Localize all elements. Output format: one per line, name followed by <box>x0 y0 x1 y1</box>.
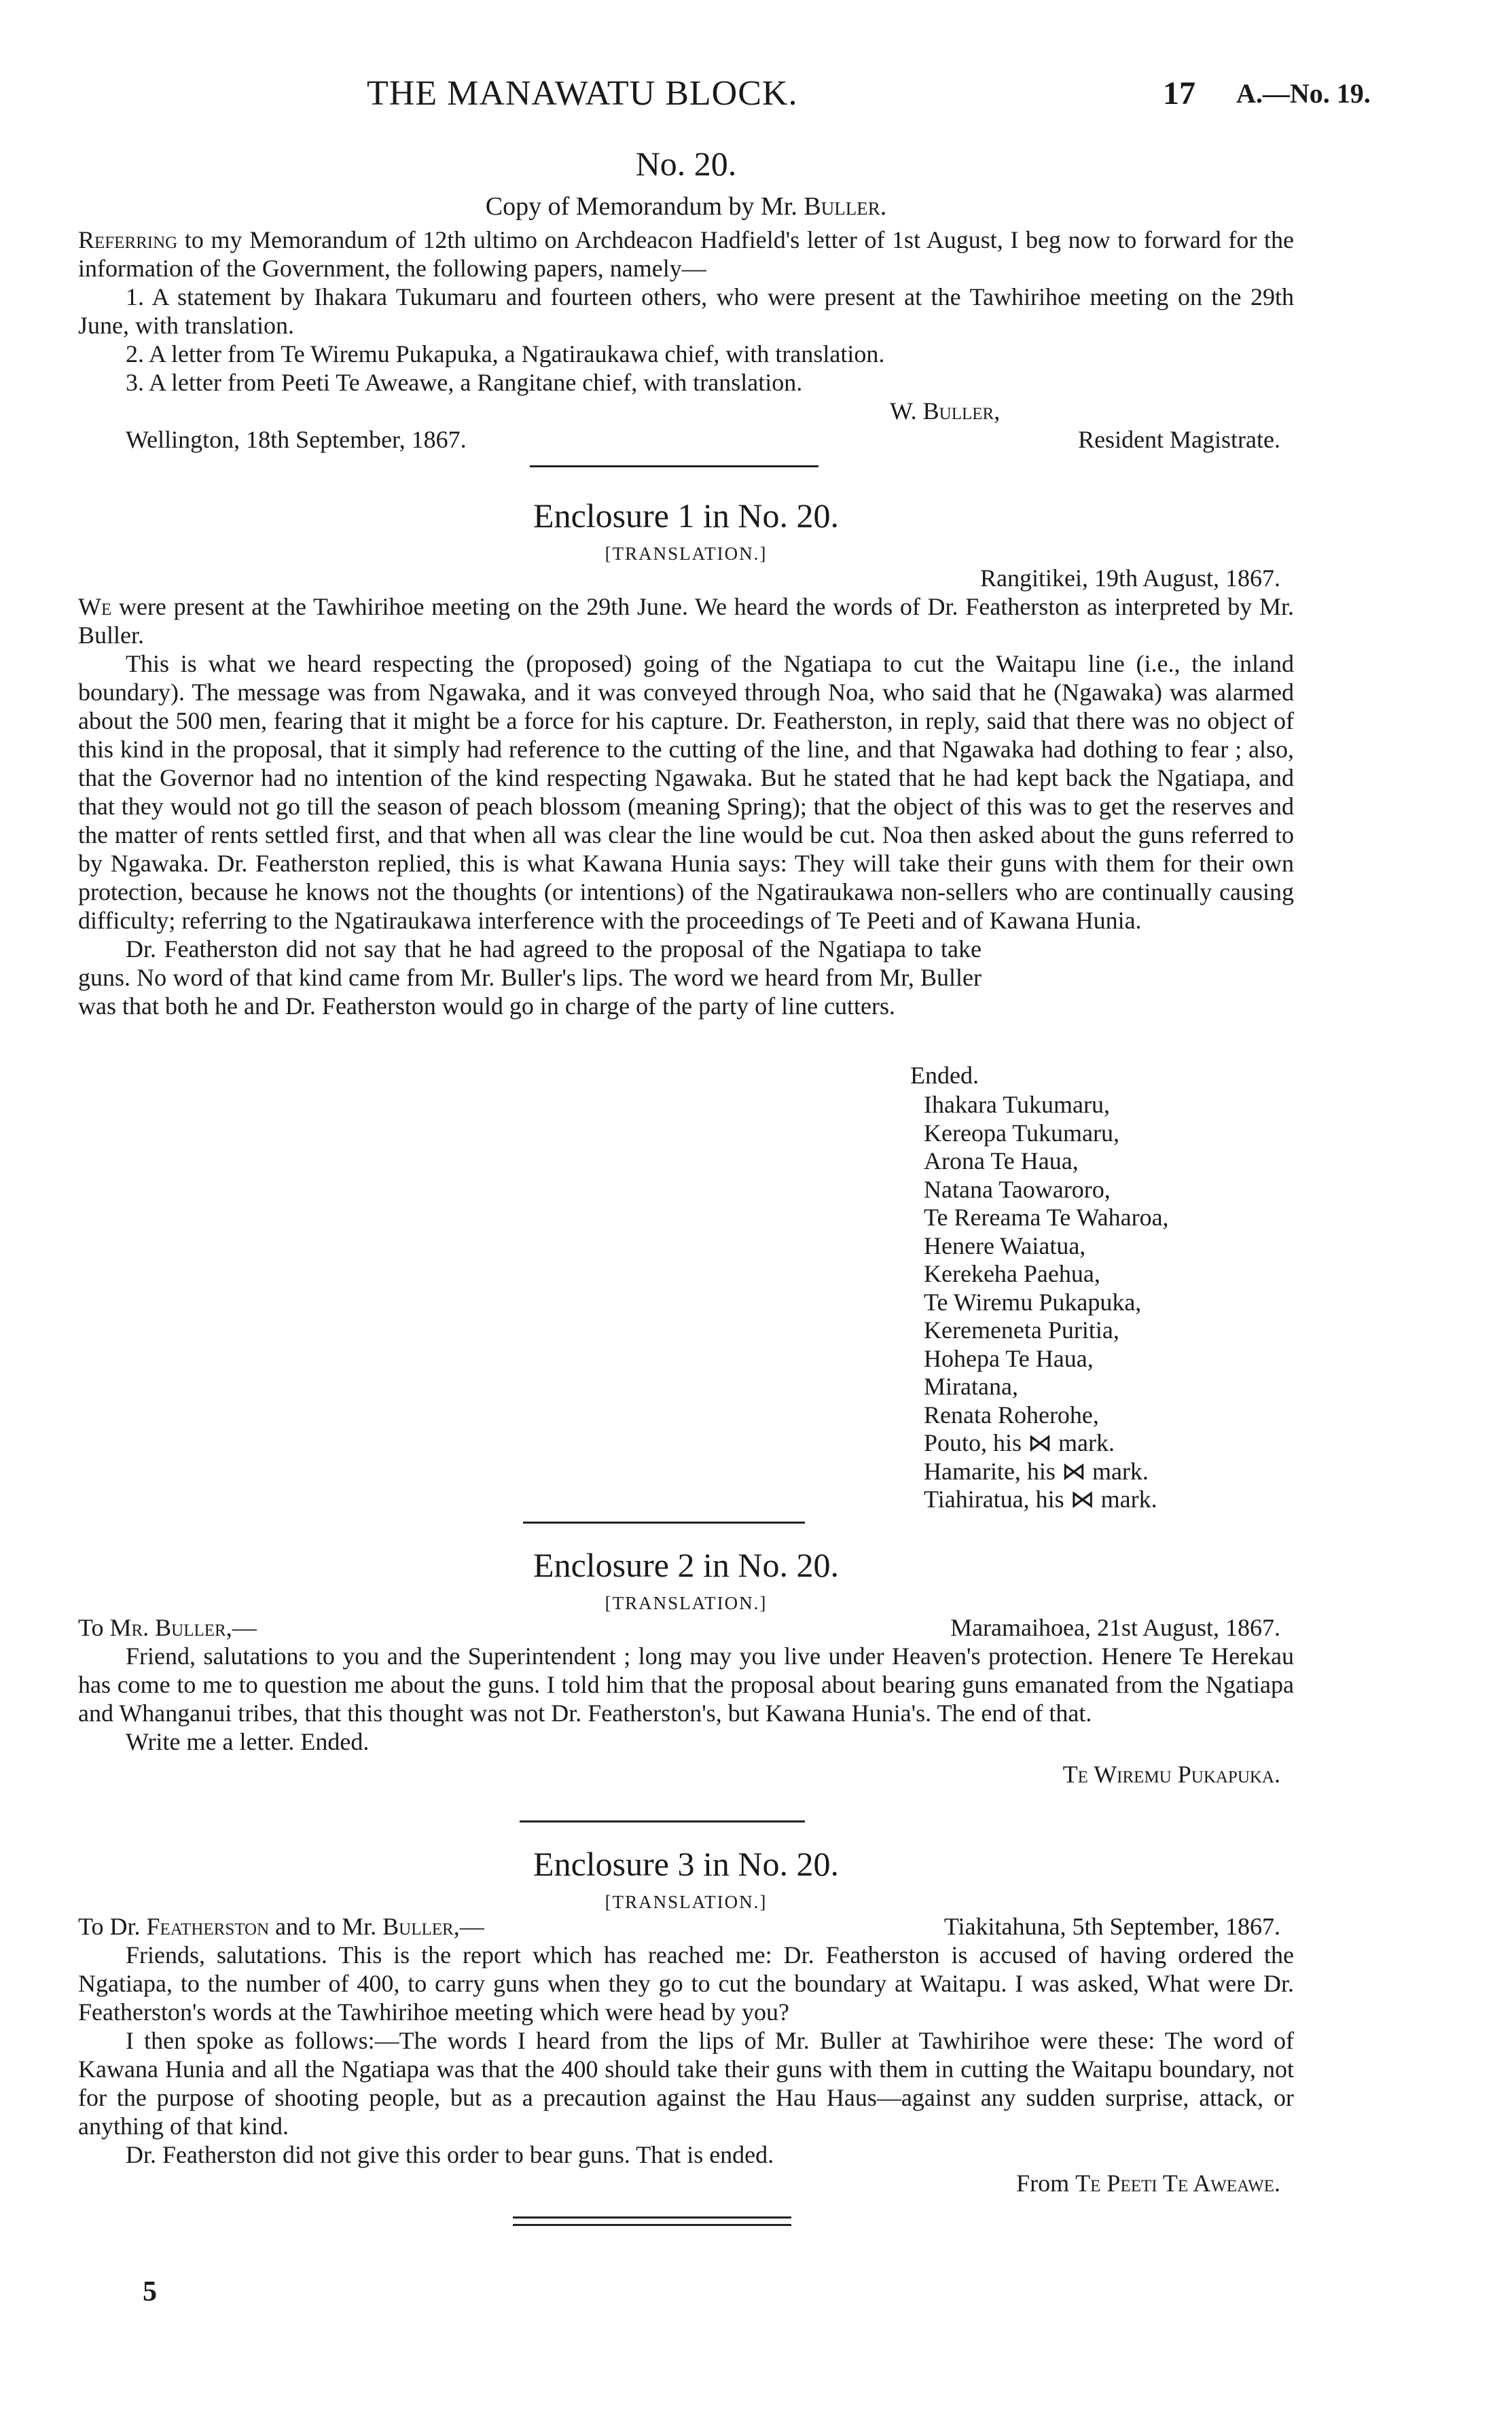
signatory: Kerekeha Paehua, <box>924 1260 1100 1287</box>
document-page <box>78 0 1294 2425</box>
page-number: 17 <box>1163 75 1195 111</box>
signatory: Renata Roherohe, <box>924 1401 1099 1429</box>
enc3-address-row <box>78 1912 1294 1941</box>
enc1-para-3: Dr. Featherston did not say that he had agreed to the proposal of the Ngatiapa to take guns. No word of that kind came from Mr. Buller's lips. The word we heard from Mr, Buller was that both he and Dr. Featherston would go in charge of the party of line cutters. <box>78 935 982 1020</box>
enc1-para-1 <box>78 592 1294 649</box>
enc2-to-prefix: To <box>78 1614 104 1641</box>
memo-heading: No. 20. <box>635 145 737 183</box>
enc3-to-name-1: Featherston <box>146 1913 270 1940</box>
memo-subheading <box>78 192 1294 221</box>
memo-sign-row <box>78 397 1294 425</box>
memo-signature: W. Buller, <box>890 397 1001 425</box>
memo-body <box>78 226 1294 454</box>
enc3-to-name-2: Buller,— <box>382 1913 484 1940</box>
signatory: Keremeneta Puritia, <box>924 1316 1119 1344</box>
end-double-rule <box>513 2216 791 2226</box>
memo-intro-lead: Referring <box>78 226 178 253</box>
enc3-signature <box>1016 2169 1280 2197</box>
memo-subheading-name: Buller. <box>804 192 887 221</box>
memo-item-1: 1. A statement by Ihakara Tukumaru and fourteen others, who were present at the Tawhirihoe meeting on the 29th June, with translation. <box>78 283 1294 339</box>
enc3-body <box>78 1912 1294 2197</box>
enc3-place-date: Tiakitahuna, 5th September, 1867. <box>943 1913 1280 1940</box>
printer-folio: 5 <box>143 2276 157 2307</box>
signatory: Te Wiremu Pukapuka, <box>924 1288 1142 1316</box>
enc2-para-2: Write me a letter. Ended. <box>126 1728 370 1755</box>
enc1-heading: Enclosure 1 in No. 20. <box>533 497 839 535</box>
enc2-place-date: Maramaihoea, 21st August, 1867. <box>950 1614 1280 1641</box>
signatory: Miratana, <box>924 1373 1018 1400</box>
signatory: Arona Te Haua, <box>924 1147 1079 1174</box>
enc1-para-1-lead: We <box>78 593 112 620</box>
signatory: Hohepa Te Haua, <box>924 1344 1094 1372</box>
section-divider <box>523 1522 805 1524</box>
enc3-to-mid: and to Mr. <box>269 1913 377 1940</box>
memo-item-3: 3. A letter from Peeti Te Aweawe, a Rangitane chief, with translation. <box>126 369 803 396</box>
enc2-address-row <box>78 1613 1294 1642</box>
signatory: Pouto, his ⋈ mark. <box>924 1429 1115 1456</box>
signatory: Ihakara Tukumaru, <box>924 1091 1110 1118</box>
enc1-date-row <box>78 564 1294 592</box>
enc3-para-1: Friends, salutations. This is the report which has reached me: Dr. Featherston is accused of having ordered the Ngatiapa, to the number of 400, to carry guns when they go to cut the boundary at Waitapu. I was asked, What were Dr. Featherston's words at the Tawhirihoe meeting which were head by you? <box>78 1941 1294 2026</box>
signatory: Henere Waiatua, <box>924 1232 1086 1259</box>
memo-intro-rest: to my Memorandum of 12th ultimo on Archdeacon Hadfield's letter of 1st August, I beg now to forward for the information of the Government, the following papers, namely— <box>78 226 1294 282</box>
signatory: Te Rereama Te Waharoa, <box>924 1204 1169 1231</box>
enc1-signatories <box>924 1091 1169 1514</box>
enc3-sign-prefix: From <box>1016 2170 1070 2197</box>
enc1-ended: Ended. <box>910 1062 979 1089</box>
enc3-sign-name: Te Peeti Te Aweawe. <box>1075 2170 1280 2197</box>
section-divider <box>530 465 818 467</box>
memo-place-date: Wellington, 18th September, 1867. <box>126 426 467 453</box>
enc2-sign-row <box>78 1760 1294 1789</box>
enc2-heading: Enclosure 2 in No. 20. <box>533 1546 839 1584</box>
enc2-body <box>78 1613 1294 1789</box>
memo-item-2: 2. A letter from Te Wiremu Pukapuka, a Ngatiraukawa chief, with translation. <box>126 340 885 367</box>
enc1-place-date: Rangitikei, 19th August, 1867. <box>979 564 1280 592</box>
memo-date-row <box>78 425 1294 454</box>
enc3-heading: Enclosure 3 in No. 20. <box>533 1845 839 1883</box>
signatory: Kereopa Tukumaru, <box>924 1119 1119 1147</box>
enc1-para-1-rest: were present at the Tawhirihoe meeting on the 29th June. We heard the words of Dr. Featherston as interpreted by Mr. Buller. <box>78 593 1294 649</box>
enc2-signature: Te Wiremu Pukapuka. <box>1062 1761 1280 1788</box>
enc3-addressee <box>78 1912 484 1941</box>
enc2-to-name: Mr. Buller,— <box>109 1614 257 1641</box>
enc3-para-3: Dr. Featherston did not give this order to bear guns. That is ended. <box>126 2141 774 2168</box>
enc3-translation-label: [TRANSLATION.] <box>605 1892 768 1912</box>
signatory: Tiahiratua, his ⋈ mark. <box>924 1486 1157 1513</box>
signatory: Hamarite, his ⋈ mark. <box>924 1457 1149 1485</box>
document-reference: A.—No. 19. <box>1236 78 1371 109</box>
section-divider <box>520 1820 805 1822</box>
enc3-sign-row <box>78 2169 1294 2197</box>
enc2-para-1: Friend, salutations to you and the Superintendent ; long may you live under Heaven's protection. Henere Te Herekau has come to me to question me about the guns. I told him that the proposal about bearing guns emanated from the Ngatiapa and Whanganui tribes, that this thought was not Dr. Featherston's, but Kawana Hunia's. The end of that. <box>78 1642 1294 1727</box>
enc1-translation-label: [TRANSLATION.] <box>605 543 768 564</box>
enc2-addressee <box>78 1613 257 1642</box>
enc3-to-prefix: To Dr. <box>78 1913 141 1940</box>
enc1-body <box>78 564 1294 1020</box>
enc1-para-2: This is what we heard respecting the (proposed) going of the Ngatiapa to cut the Waitapu line (i.e., the inland boundary). The message was from Ngawaka, and it was conveyed through Noa, who said that he (Ngawaka) was alarmed about the 500 men, fearing that it might be a force for his capture. Dr. Featherston, in reply, said that there was no object of this kind in the proposal, that it simply had reference to the cutting of the line, and that Ngawaka had dothing to fear ; also, that the Governor had no intention of the kind respecting Ngawaka. But he stated that he had kept back the Ngatiapa, and that they would not go till the season of peach blossom (meaning Spring); that the object of this was to get the reserves and the matter of rents settled first, and that when all was clear the line would be cut. Noa then asked about the guns referred to by Ngawaka. Dr. Featherston replied, this is what Kawana Hunia says: They will take their guns with them for their own protection, because he knows not the thoughts (or intentions) of the Ngatiraukawa non-sellers who are continually causing difficulty; referring to the Ngatiraukawa interference with the proceedings of Te Peeti and of Kawana Hunia. <box>78 650 1294 934</box>
memo-subheading-prefix: Copy of Memorandum by Mr. <box>485 192 797 221</box>
memo-intro <box>78 226 1294 283</box>
enc2-translation-label: [TRANSLATION.] <box>605 1593 768 1613</box>
enc3-para-2: I then spoke as follows:—The words I heard from the lips of Mr. Buller at Tawhirihoe were these: The word of Kawana Hunia and all the Ngatiapa was that the 400 should take their guns with them in cutting the Waitapu boundary, not for the purpose of shooting people, but as a precaution against the Hau Haus—against any sudden surprise, attack, or anything of that kind. <box>78 2027 1294 2140</box>
signatory: Natana Taowaroro, <box>924 1175 1111 1203</box>
page-title: THE MANAWATU BLOCK. <box>367 74 798 113</box>
memo-sign-title: Resident Magistrate. <box>1078 426 1280 453</box>
